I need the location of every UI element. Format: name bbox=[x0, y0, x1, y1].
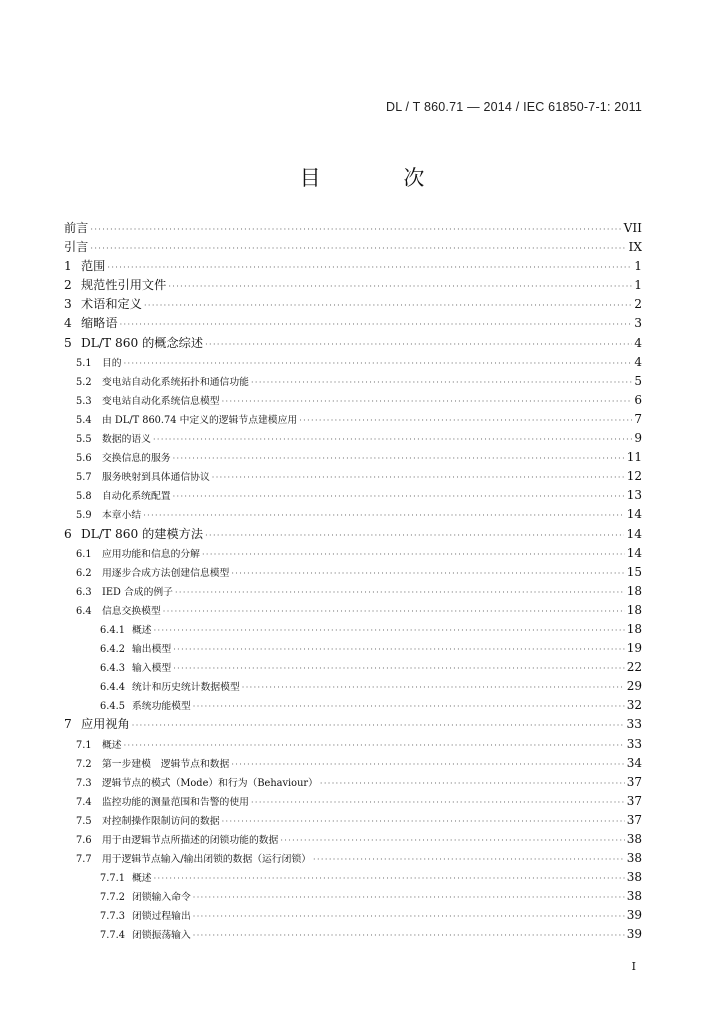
toc-entry[interactable] bbox=[64, 467, 642, 486]
toc-leader-dots bbox=[143, 506, 625, 525]
toc-leader-dots bbox=[107, 258, 632, 277]
toc-entry-title: 应用功能和信息的分解 bbox=[102, 548, 200, 560]
toc-entry-page: 3 bbox=[634, 316, 642, 331]
toc-entry-number: 5.9 bbox=[76, 510, 92, 522]
toc-entry-title: 规范性引用文件 bbox=[81, 278, 167, 293]
toc-leader-dots bbox=[154, 621, 625, 640]
toc-leader-dots bbox=[163, 602, 625, 621]
toc-entry-page: 19 bbox=[626, 641, 642, 656]
toc-entry-number: 7.7.3 bbox=[100, 911, 125, 923]
toc-entry-title: 用逐步合成方法创建信息模型 bbox=[102, 567, 230, 579]
toc-entry-title: 服务映射到具体通信协议 bbox=[102, 472, 210, 484]
toc-leader-dots bbox=[251, 373, 632, 392]
toc-entry[interactable] bbox=[64, 563, 642, 582]
toc-leader-dots bbox=[173, 449, 625, 468]
toc-entry[interactable] bbox=[64, 773, 642, 792]
toc-entry[interactable] bbox=[64, 544, 642, 563]
toc-entry[interactable] bbox=[64, 391, 642, 410]
toc-leader-dots bbox=[193, 907, 625, 926]
document-header: DL / T 860.71 — 2014 / IEC 61850-7-1: 2011 bbox=[385, 100, 642, 114]
toc-leader-dots bbox=[320, 774, 625, 793]
toc-entry-page: 15 bbox=[626, 564, 642, 579]
toc-leader-dots bbox=[231, 564, 624, 583]
toc-entry-page: 5 bbox=[634, 373, 642, 388]
toc-leader-dots bbox=[153, 430, 632, 449]
toc-entry-title: 对控制操作限制访问的数据 bbox=[102, 815, 220, 827]
toc-entry-page: 1 bbox=[634, 278, 642, 293]
toc-leader-dots bbox=[173, 659, 625, 678]
toc-entry-page: 14 bbox=[626, 526, 642, 541]
toc-entry-number: 7.4 bbox=[76, 796, 92, 808]
toc-leader-dots bbox=[202, 545, 625, 564]
page-title: 目 次 bbox=[299, 166, 463, 190]
toc-entry[interactable] bbox=[64, 295, 642, 314]
toc-entry[interactable] bbox=[64, 811, 642, 830]
toc-entry-number: 6.4.2 bbox=[100, 644, 125, 656]
page-number: I bbox=[631, 960, 636, 973]
toc-entry-number: 6.2 bbox=[76, 567, 92, 579]
toc-entry-number: 7.7.1 bbox=[100, 873, 125, 885]
toc-entry-page: 39 bbox=[626, 927, 642, 942]
toc-entry-page: 14 bbox=[626, 507, 642, 522]
toc-entry-title: IED 合成的例子 bbox=[102, 586, 173, 598]
toc-entry-title: 输出模型 bbox=[132, 644, 172, 656]
toc-entry-number: 7.5 bbox=[76, 815, 92, 827]
toc-leader-dots bbox=[313, 850, 625, 869]
toc-entry-title: 数据的语义 bbox=[102, 434, 151, 446]
toc-entry[interactable] bbox=[64, 314, 642, 333]
toc-entry-number: 7.1 bbox=[76, 739, 92, 751]
toc-entry-title: 概述 bbox=[102, 739, 122, 751]
toc-entry-page: 13 bbox=[626, 488, 642, 503]
toc-entry-number: 1 bbox=[64, 259, 72, 274]
toc-entry-number: 7.7.2 bbox=[100, 892, 125, 904]
toc-leader-dots bbox=[193, 888, 625, 907]
toc-entry-page: 22 bbox=[626, 660, 642, 675]
toc-leader-dots bbox=[205, 335, 632, 354]
toc-entry-page: 33 bbox=[626, 736, 642, 751]
toc-entry-title: 系统功能模型 bbox=[132, 701, 191, 713]
toc-entry-number: 4 bbox=[64, 316, 72, 331]
toc-entry[interactable] bbox=[64, 448, 642, 467]
toc-entry-page: 12 bbox=[626, 469, 642, 484]
toc-leader-dots bbox=[132, 716, 625, 735]
toc-entry-number: 6.3 bbox=[76, 586, 92, 598]
toc-entry-page: 18 bbox=[626, 621, 642, 636]
toc-entry-page: IX bbox=[628, 240, 642, 255]
toc-entry-number: 6.4.3 bbox=[100, 663, 125, 675]
toc-entry-number: 2 bbox=[64, 278, 72, 293]
toc-entry-title: 缩略语 bbox=[81, 316, 118, 331]
toc-leader-dots bbox=[90, 220, 621, 239]
toc-leader-dots bbox=[193, 697, 625, 716]
toc-entry-number: 5.8 bbox=[76, 491, 92, 503]
toc-entry-number: 5.7 bbox=[76, 472, 92, 484]
toc-entry[interactable] bbox=[64, 868, 642, 887]
toc-entry-page: 38 bbox=[626, 851, 642, 866]
toc-entry-title: 输入模型 bbox=[132, 663, 172, 675]
toc-leader-dots bbox=[299, 411, 632, 430]
toc-entry-title: 第一步建模 逻辑节点和数据 bbox=[102, 758, 230, 770]
toc-leader-dots bbox=[154, 869, 625, 888]
toc-entry[interactable] bbox=[64, 257, 642, 276]
toc-entry[interactable] bbox=[64, 754, 642, 773]
toc-leader-dots bbox=[173, 487, 625, 506]
toc-entry[interactable] bbox=[64, 639, 642, 658]
toc-entry-title: 统计和历史统计数据模型 bbox=[132, 682, 240, 694]
toc-entry[interactable] bbox=[64, 620, 642, 639]
toc-entry[interactable] bbox=[64, 505, 642, 524]
toc-entry[interactable] bbox=[64, 792, 642, 811]
toc-entry[interactable] bbox=[64, 601, 642, 620]
toc-entry-number: 5 bbox=[64, 335, 72, 350]
toc-entry-title: 概述 bbox=[132, 624, 152, 636]
toc-leader-dots bbox=[90, 239, 626, 258]
toc-entry-number: 5.1 bbox=[76, 357, 92, 369]
toc-leader-dots bbox=[168, 277, 632, 296]
toc-entry-title: 术语和定义 bbox=[81, 297, 142, 312]
toc-entry-page: 9 bbox=[634, 431, 642, 446]
toc-entry-title: 用于逻辑节点输入/输出闭锁的数据（运行闭锁） bbox=[102, 854, 312, 866]
toc-entry-title: 由 DL/T 860.74 中定义的逻辑节点建模应用 bbox=[102, 414, 298, 426]
toc-entry[interactable] bbox=[64, 429, 642, 448]
toc-entry-page: 1 bbox=[634, 259, 642, 274]
toc-entry-page: 38 bbox=[626, 832, 642, 846]
toc-entry-page: 32 bbox=[626, 698, 642, 713]
toc-entry-number: 7.6 bbox=[76, 835, 92, 846]
toc-entry-title: 目的 bbox=[102, 357, 122, 369]
toc-entry-number: 5.5 bbox=[76, 434, 92, 446]
toc-entry-number: 6.1 bbox=[76, 548, 92, 560]
toc-entry-page: 14 bbox=[626, 545, 642, 560]
toc-entry-page: 6 bbox=[634, 392, 642, 407]
toc-entry-title: 变电站自动化系统信息模型 bbox=[102, 395, 220, 407]
toc-entry[interactable] bbox=[64, 410, 642, 429]
toc-entry-page: 33 bbox=[626, 717, 642, 732]
toc-entry-title: 引言 bbox=[64, 240, 89, 255]
toc-entry[interactable] bbox=[64, 849, 642, 868]
toc-entry[interactable] bbox=[64, 735, 642, 754]
toc-entry-title: 闭锁输入命令 bbox=[132, 892, 191, 904]
toc-entry[interactable] bbox=[64, 715, 642, 734]
toc-entry-title: 概述 bbox=[132, 873, 152, 885]
toc-entry-title: DL/T 860 的概念综述 bbox=[81, 335, 204, 350]
toc-leader-dots bbox=[173, 640, 625, 659]
toc-entry[interactable] bbox=[64, 582, 642, 601]
toc-entry-number: 6.4 bbox=[76, 605, 92, 617]
table-of-contents bbox=[64, 219, 642, 945]
toc-entry-title: 范围 bbox=[81, 259, 106, 274]
toc-entry-page: 18 bbox=[626, 583, 642, 598]
toc-leader-dots bbox=[124, 736, 625, 755]
toc-entry-title: 信息交换模型 bbox=[102, 605, 161, 617]
toc-entry-page: 7 bbox=[634, 411, 642, 426]
toc-entry-number: 6 bbox=[64, 526, 72, 541]
toc-entry-number: 5.2 bbox=[76, 376, 92, 388]
toc-entry-title: 逻辑节点的模式（Mode）和行为（Behaviour） bbox=[102, 777, 318, 789]
toc-entry-title: 交换信息的服务 bbox=[102, 453, 171, 465]
toc-leader-dots bbox=[175, 583, 625, 602]
toc-entry[interactable] bbox=[64, 238, 642, 257]
toc-entry-title: 用于由逻辑节点所描述的闭锁功能的数据 bbox=[102, 835, 279, 846]
toc-entry-page: 37 bbox=[626, 774, 642, 789]
toc-entry-title: 应用视角 bbox=[81, 717, 130, 732]
toc-entry[interactable] bbox=[64, 219, 642, 238]
toc-leader-dots bbox=[251, 793, 625, 812]
toc-entry-page: 38 bbox=[626, 870, 642, 885]
toc-entry-page: VII bbox=[623, 221, 642, 235]
toc-entry[interactable] bbox=[64, 334, 642, 353]
toc-entry-number: 6.4.4 bbox=[100, 682, 125, 694]
toc-entry-number: 7.3 bbox=[76, 777, 92, 789]
toc-entry-number: 5.3 bbox=[76, 395, 92, 407]
toc-entry[interactable] bbox=[64, 276, 642, 295]
toc-entry-page: 11 bbox=[626, 450, 642, 465]
toc-leader-dots bbox=[144, 296, 632, 315]
toc-leader-dots bbox=[280, 831, 624, 850]
toc-entry-page: 4 bbox=[634, 354, 642, 369]
toc-entry-page: 37 bbox=[626, 793, 642, 808]
toc-entry-title: 前言 bbox=[64, 221, 89, 235]
toc-entry-page: 37 bbox=[626, 812, 642, 827]
toc-entry-title: DL/T 860 的建模方法 bbox=[81, 526, 204, 541]
toc-entry[interactable] bbox=[64, 830, 642, 849]
toc-leader-dots bbox=[205, 526, 624, 545]
toc-entry-title: 闭锁过程输出 bbox=[132, 911, 191, 923]
toc-entry[interactable] bbox=[64, 658, 642, 677]
toc-entry-number: 6.4.5 bbox=[100, 701, 125, 713]
toc-entry-page: 4 bbox=[634, 335, 642, 350]
toc-entry-number: 3 bbox=[64, 297, 72, 312]
toc-entry-page: 39 bbox=[626, 908, 642, 923]
toc-leader-dots bbox=[222, 812, 625, 831]
toc-entry-title: 自动化系统配置 bbox=[102, 491, 171, 503]
toc-entry-title: 变电站自动化系统拓扑和通信功能 bbox=[102, 376, 249, 388]
toc-entry[interactable] bbox=[64, 525, 642, 544]
toc-leader-dots bbox=[242, 678, 625, 697]
toc-leader-dots bbox=[124, 354, 633, 373]
toc-entry[interactable] bbox=[64, 887, 642, 906]
toc-entry-page: 2 bbox=[634, 297, 642, 312]
toc-entry-number: 7.2 bbox=[76, 758, 92, 770]
toc-entry-number: 5.4 bbox=[76, 414, 92, 426]
toc-entry-page: 38 bbox=[626, 889, 642, 904]
toc-leader-dots bbox=[120, 315, 633, 334]
toc-entry[interactable] bbox=[64, 925, 642, 944]
toc-entry-title: 本章小结 bbox=[102, 510, 142, 522]
toc-entry[interactable] bbox=[64, 696, 642, 715]
toc-entry-number: 7 bbox=[64, 717, 72, 732]
toc-entry-title: 闭锁振荡输入 bbox=[132, 930, 191, 942]
toc-entry[interactable] bbox=[64, 906, 642, 925]
toc-entry[interactable] bbox=[64, 353, 642, 372]
toc-entry-title: 监控功能的测量范围和告警的使用 bbox=[102, 796, 249, 808]
toc-entry-page: 18 bbox=[626, 602, 642, 617]
toc-entry-number: 5.6 bbox=[76, 453, 92, 465]
toc-leader-dots bbox=[222, 392, 633, 411]
toc-entry[interactable] bbox=[64, 677, 642, 696]
toc-entry[interactable] bbox=[64, 372, 642, 391]
toc-entry-number: 6.4.1 bbox=[100, 624, 125, 636]
toc-entry-number: 7.7.4 bbox=[100, 930, 125, 942]
toc-entry-number: 7.7 bbox=[76, 854, 92, 866]
toc-entry-page: 34 bbox=[626, 755, 642, 770]
toc-leader-dots bbox=[212, 468, 625, 487]
toc-leader-dots bbox=[231, 755, 624, 774]
toc-entry[interactable] bbox=[64, 486, 642, 505]
toc-leader-dots bbox=[193, 926, 625, 945]
toc-entry-page: 29 bbox=[626, 679, 642, 694]
